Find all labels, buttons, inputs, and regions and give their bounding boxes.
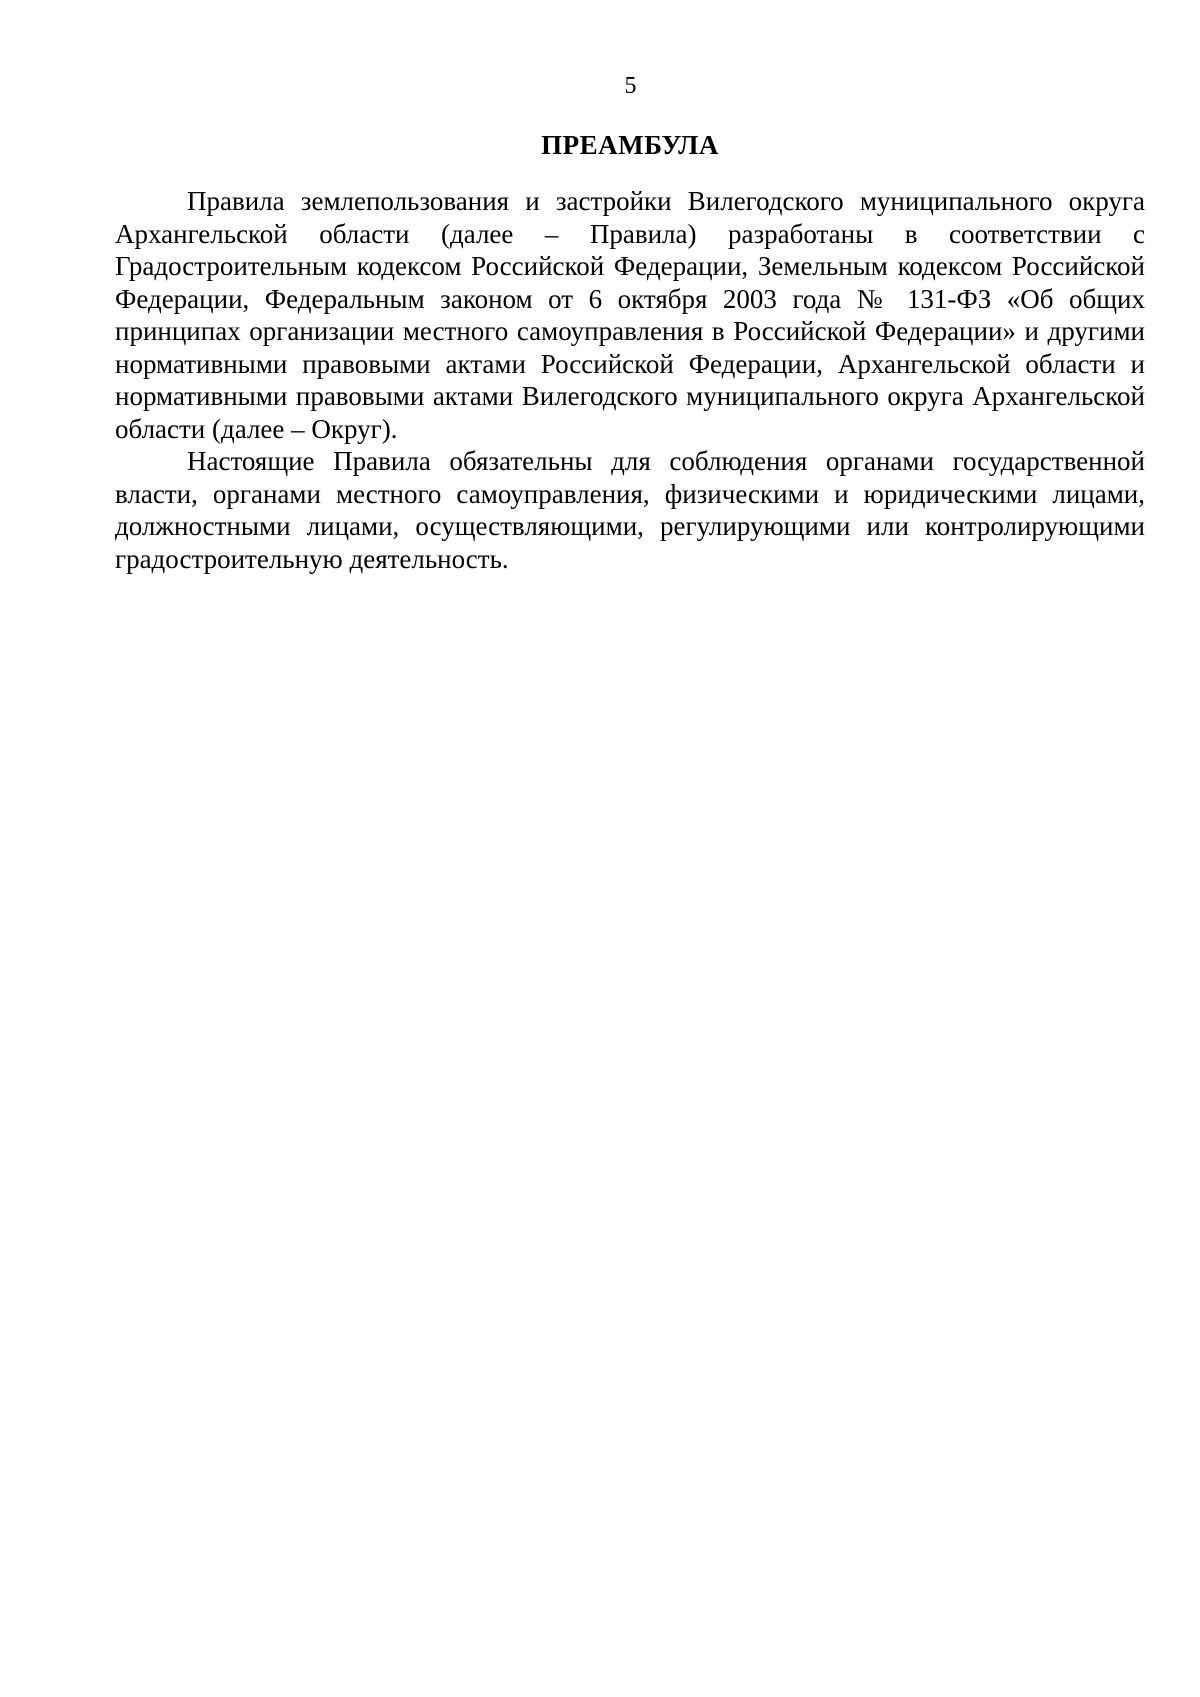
paragraph-2: Настоящие Правила обязательны для соблюдения органами государственной власти, органами местного самоуправления, физическими и юридическими лицами, должностными лицами, осуществляющими, регулирующими или контролирующими градостроительную деятельность. [115, 446, 1145, 574]
page-number: 5 [624, 73, 637, 99]
paragraph-1: Правила землепользования и застройки Вилегодского муниципального округа Архангельской области (далее – Правила) разработаны в соответствии с Градостроительным кодексом Российской Федерации, Земельным кодексом Российской Федерации, Федеральным законом от 6 октября 2003 года № 131-ФЗ «Об общих принципах организации местного самоуправления в Российской Федерации» и другими нормативными правовыми актами Российской Федерации, Архангельской области и нормативными правовыми актами Вилегодского муниципального округа Архангельской области (далее – Округ). [115, 186, 1145, 444]
section-heading: ПРЕАМБУЛА [541, 130, 719, 160]
body-text [115, 185, 1145, 575]
